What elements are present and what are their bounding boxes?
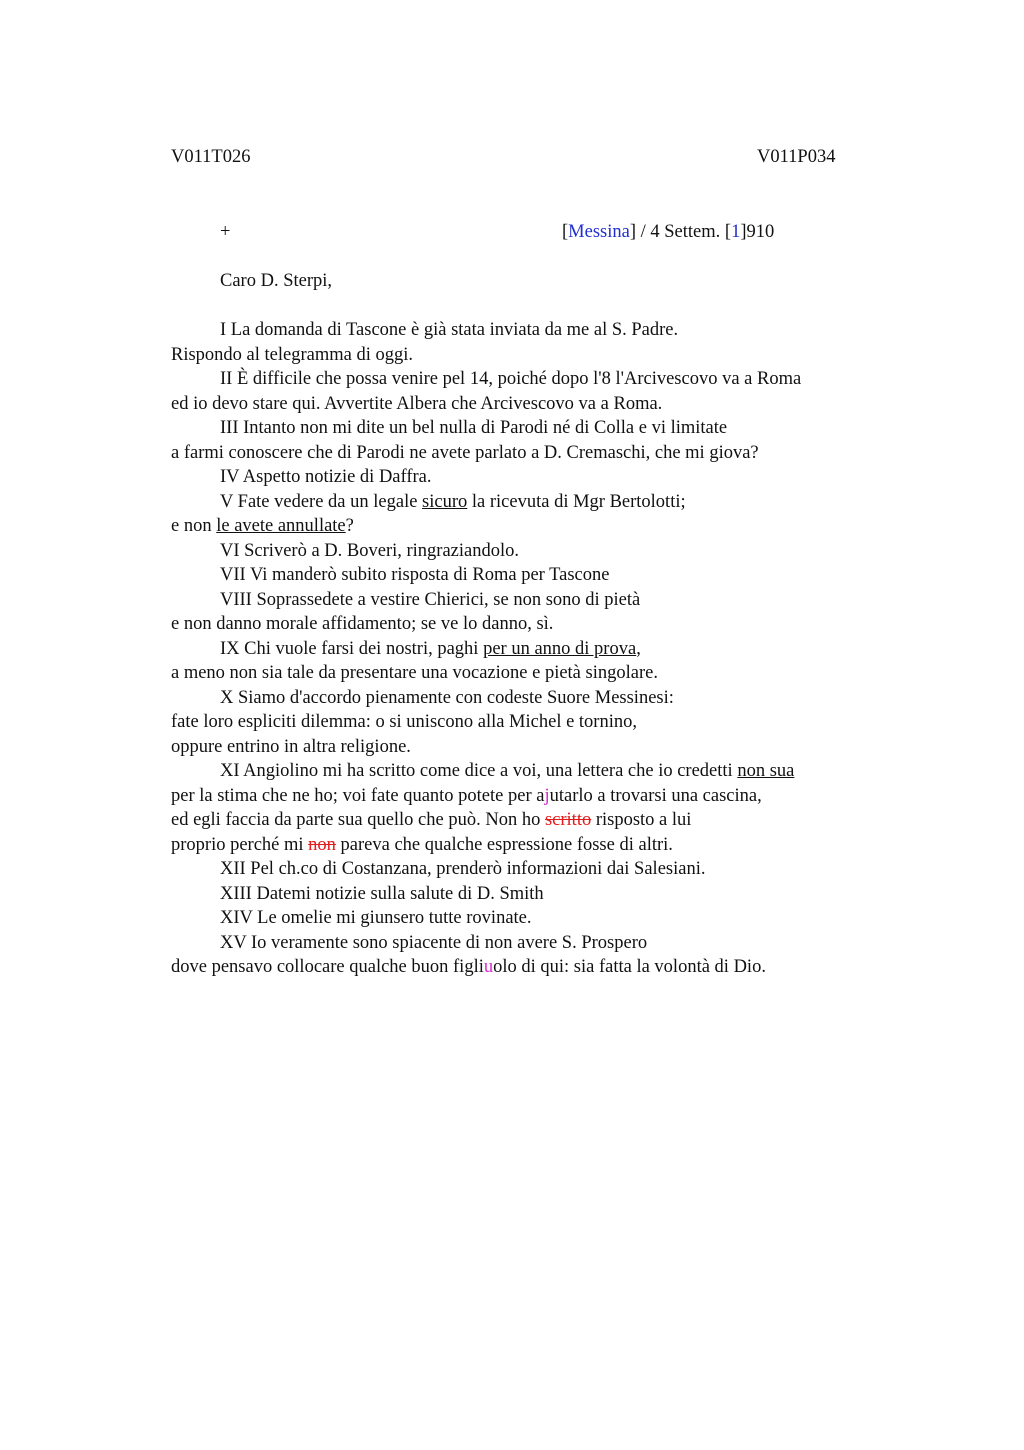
paragraph-ix-text: IX Chi vuole farsi dei nostri, paghi — [220, 638, 484, 659]
cross-symbol: + — [220, 222, 231, 242]
paragraph-ii-line-1: II È difficile che possa venire pel 14, poiché dopo l'8 l'Arcivescovo va a Roma — [220, 369, 802, 389]
greeting: Caro D. Sterpi, — [220, 271, 333, 291]
paragraph-xi-line-1 — [171, 759, 891, 784]
dateline-year-digit: 1 — [731, 222, 741, 242]
document-code-left: V011T026 — [171, 147, 251, 167]
paragraph-x-line-2: fate loro espliciti dilemma: o si uniscono alla Michel e tornino, — [171, 712, 637, 732]
paragraph-xi-line-2-cont: utarlo a trovarsi una cascina, — [549, 785, 762, 806]
paragraph-i-line-1: I La domanda di Tascone è già stata inviata da me al S. Padre. — [220, 320, 679, 340]
dateline-place: Messina — [568, 222, 630, 242]
dateline-bracket-open: [ — [562, 222, 569, 242]
paragraph-i-line-2: Rispondo al telegramma di oggi. — [171, 344, 413, 365]
deleted-word-non: non — [308, 834, 336, 855]
paragraph-ix-line-2: a meno non sia tale da presentare una vocazione e pietà singolare. — [171, 663, 658, 683]
letter-body — [171, 318, 891, 980]
paragraph-xv-line-2 — [171, 955, 891, 980]
paragraph-xi-line-2 — [171, 784, 891, 809]
paragraph-xi-line-3-text: ed egli faccia da parte sua quello che può. Non ho — [171, 810, 545, 830]
paragraph-ii-line-2: ed io devo stare qui. Avvertite Albera che Arcivescovo va a Roma. — [171, 393, 663, 414]
paragraph-xi-line-3-cont: risposto a lui — [591, 810, 692, 830]
paragraph-v-line-2 — [171, 514, 891, 539]
paragraph-xi-line-4 — [171, 833, 891, 858]
question-mark: ? — [345, 516, 354, 536]
paragraph-vii-line-1: VII Vi manderò subito risposta di Roma per Tascone — [220, 565, 610, 585]
dateline-year-rest: ]910 — [740, 222, 775, 242]
dateline — [562, 222, 774, 243]
paragraph-vi-line-1: VI Scriverò a D. Boveri, ringraziandolo. — [220, 540, 519, 561]
deleted-word-scritto: scritto — [544, 810, 592, 830]
paragraph-viii-line-2: e non danno morale affidamento; se ve lo danno, sì. — [171, 614, 554, 634]
paragraph-xi-line-3 — [171, 808, 891, 833]
paragraph-xii-line-1: XII Pel ch.co di Costanzana, prenderò informazioni dai Salesiani. — [220, 859, 706, 879]
paragraph-xiii-line-1: XIII Datemi notizie sulla salute di D. Smith — [220, 883, 544, 904]
paragraph-v-text: V Fate vedere da un legale — [220, 491, 423, 512]
paragraph-v-line-2-text: e non — [171, 516, 217, 536]
paragraph-iv-line-1: IV Aspetto notizie di Daffra. — [220, 467, 432, 487]
underlined-word-sicuro: sicuro — [422, 491, 468, 512]
paragraph-iii-line-1: III Intanto non mi dite un bel nulla di Parodi né di Colla e vi limitate — [220, 418, 728, 438]
paragraph-v-line-1 — [171, 490, 891, 515]
paragraph-xv-line-1: XV Io veramente sono spiacente di non avere S. Prospero — [220, 932, 648, 953]
document-code-right: V011P034 — [757, 147, 836, 167]
paragraph-x-line-1: X Siamo d'accordo pienamente con codeste Suore Messinesi: — [220, 687, 674, 708]
paragraph-iii-line-2: a farmi conoscere che di Parodi ne avete parlato a D. Cremaschi, che mi giova? — [171, 442, 759, 463]
paragraph-ix-line-1 — [171, 637, 891, 662]
paragraph-v-text-cont: la ricevuta di Mgr Bertolotti; — [467, 491, 686, 512]
paragraph-xi-text: XI Angiolino mi ha scritto come dice a voi, una lettera che io credetti — [220, 761, 738, 781]
underlined-phrase-prova: per un anno di prova — [483, 638, 637, 659]
paragraph-xi-line-2-text: per la stima che ne ho; voi fate quanto potete per a — [171, 785, 545, 806]
paragraph-xi-line-4-text: proprio perché mi — [171, 834, 309, 855]
paragraph-xiv-line-1: XIV Le omelie mi giunsero tutte rovinate. — [220, 908, 532, 928]
added-letter-j: j — [544, 785, 550, 806]
paragraph-xi-line-4-cont: pareva che qualche espressione fosse di altri. — [335, 834, 673, 855]
paragraph-xv-line-2-cont: olo di qui: sia fatta la volontà di Dio. — [493, 957, 766, 977]
underlined-phrase-non-sua: non sua — [737, 761, 795, 781]
added-letter-u: u — [483, 957, 494, 977]
comma: , — [636, 638, 641, 659]
paragraph-xv-line-2-text: dove pensavo collocare qualche buon figli — [171, 957, 484, 977]
underlined-phrase-annullate: le avete annullate — [216, 516, 346, 536]
paragraph-x-line-3: oppure entrino in altra religione. — [171, 736, 411, 757]
paragraph-viii-line-1: VIII Soprassedete a vestire Chierici, se non sono di pietà — [220, 589, 641, 610]
dateline-day-month: ] / 4 Settem. [ — [629, 222, 732, 242]
